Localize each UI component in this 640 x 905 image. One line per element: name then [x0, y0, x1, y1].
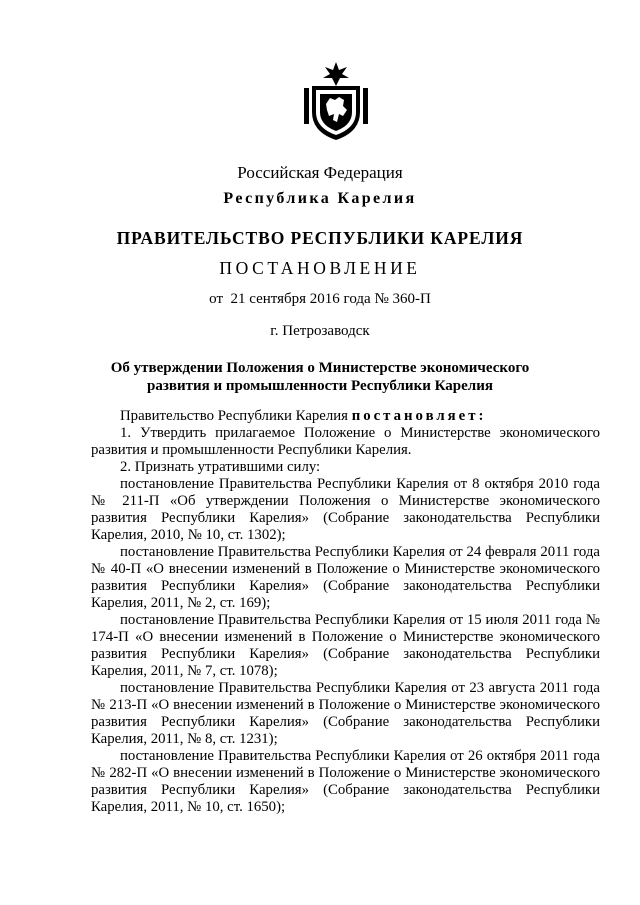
repealed-item-3: постановление Правительства Республики Карелия от 15 июля 2011 года № 174-П «О внесении изменений в Положение о Министерстве экономического развития Республики Карелия» (Собрание законодательства Республики Карелия, 2011, № 7, ст. 1078); — [91, 612, 600, 679]
paragraph-1: 1. Утвердить прилагаемое Положение о Министерстве экономического развития и промышленности Республики Карелия. — [91, 425, 600, 458]
document-body — [91, 408, 600, 816]
government-title: ПРАВИТЕЛЬСТВО РЕСПУБЛИКИ КАРЕЛИЯ — [116, 228, 524, 248]
repealed-item-4: постановление Правительства Республики Карелия от 23 августа 2011 года № 213-П «О внесении изменений в Положение о Министерстве экономического развития Республики Карелия» (Собрание законодательства Республики Карелия, 2011, № 8, ст. 1231); — [91, 680, 600, 747]
intro-paragraph — [91, 408, 600, 425]
document-city: г. Петрозаводск — [270, 323, 370, 339]
karelia-coat-of-arms-icon — [302, 60, 370, 142]
subject-line-1: Об утверждении Положения о Министерстве экономического — [110, 360, 530, 376]
intro-decree-word: постановляет: — [351, 408, 487, 424]
paragraph-2: 2. Признать утратившими силу: — [120, 459, 321, 475]
document-subject — [0, 359, 640, 395]
document-type: ПОСТАНОВЛЕНИЕ — [219, 258, 421, 278]
country-name: Российская Федерация — [237, 163, 403, 182]
intro-text: Правительство Республики Карелия — [120, 408, 352, 424]
repealed-item-2: постановление Правительства Республики Карелия от 24 февраля 2011 года № 40-П «О внесении изменений в Положение о Министерстве экономического развития Республики Карелия» (Собрание законодательства Республики Карелия, 2011, № 2, ст. 169); — [91, 544, 600, 611]
document-date-number: от 21 сентября 2016 года № 360-П — [209, 291, 431, 307]
repealed-item-1: постановление Правительства Республики Карелия от 8 октября 2010 года № 211-П «Об утверждении Положения о Министерстве экономического развития Республики Карелия» (Собрание законодательства Республики Карелия, 2010, № 10, ст. 1302); — [91, 476, 600, 543]
subject-line-2: развития и промышленности Республики Карелия — [147, 378, 493, 394]
repealed-item-5: постановление Правительства Республики Карелия от 26 октября 2011 года № 282-П «О внесении изменений в Положение о Министерстве экономического развития Республики Карелия» (Собрание законодательства Республики Карелия, 2011, № 10, ст. 1650); — [91, 748, 600, 815]
republic-name: Республика Карелия — [223, 190, 417, 207]
